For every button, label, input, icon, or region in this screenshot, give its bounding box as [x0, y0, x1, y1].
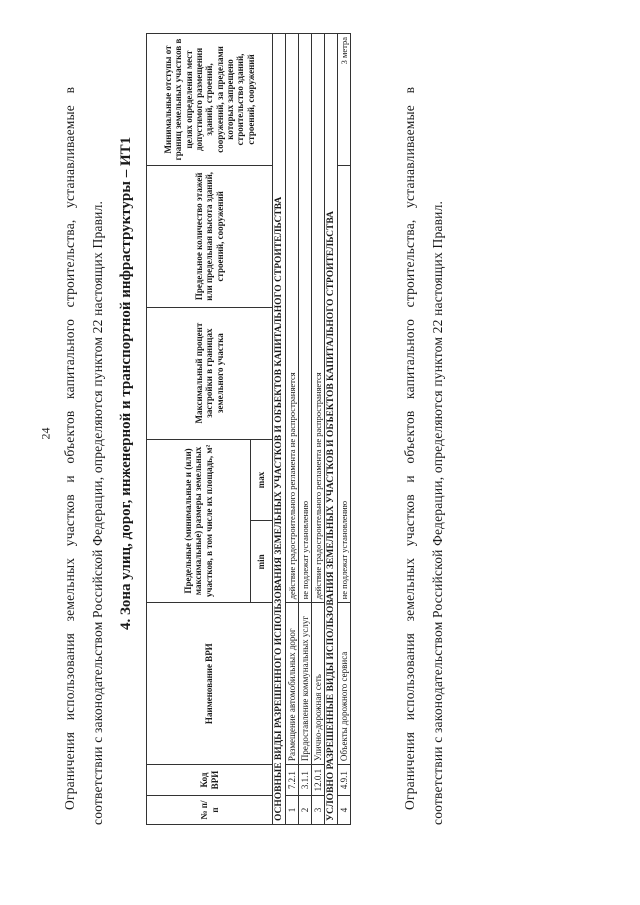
- header-kod: Код ВРИ: [147, 765, 273, 796]
- header-otstup: Минимальные отступы от границ земельных участков в целях определения мест допустимого размещения зданий, строений, сооружений, за пределами которых запрещено строительство зданий, строений, сооружений: [147, 34, 273, 166]
- header-no: № п/п: [147, 796, 273, 825]
- row-no: 1: [286, 796, 299, 825]
- row-kod: 12.0.1: [312, 765, 325, 796]
- section-conditional-row: [325, 34, 338, 825]
- row-note: действие градостроительного регламента не распространяется: [312, 34, 325, 603]
- section-main-label: ОСНОВНЫЕ ВИДЫ РАЗРЕШЕННОГО ИСПОЛЬЗОВАНИЯ ЗЕМЕЛЬНЫХ УЧАСТКОВ И ОБЪЕКТОВ КАПИТАЛЬНОГО СТРОИТЕЛЬСТВА: [273, 34, 286, 825]
- row-no: 3: [312, 796, 325, 825]
- row-kod: 4.9.1: [338, 765, 351, 796]
- top-paragraph-line-2: соответствии с законодательством Российской Федерации, определяются пунктом 22 настоящих Правил.: [90, 200, 105, 825]
- row-no: 4: [338, 796, 351, 825]
- row-kod: 3.1.1: [299, 765, 312, 796]
- table-row: [299, 34, 312, 825]
- row-name: Размещение автомобильных дорог: [286, 603, 299, 765]
- header-percent: Максимальный процент застройки в границах земельного участка: [147, 307, 273, 439]
- bottom-paragraph-line-2: соответствии с законодательством Российской Федерации, определяются пунктом 22 настоящих Правил.: [430, 200, 445, 825]
- header-max: max: [251, 439, 273, 521]
- top-paragraph-line-1: Ограничения использования земельных участков и объектов капитального строительства, устанавливаемые в: [62, 86, 77, 810]
- section-main-row: [273, 34, 286, 825]
- table-row: [312, 34, 325, 825]
- section-title: 4. Зона улиц, дорог, инженерной и транспортной инфраструктуры – ИТ1: [118, 136, 134, 630]
- header-min: min: [251, 521, 273, 603]
- bottom-paragraph-line-1: Ограничения использования земельных участков и объектов капитального строительства, устанавливаемые в: [402, 86, 417, 810]
- header-name: Наименование ВРИ: [147, 603, 273, 765]
- row-name: Объекты дорожного сервиса: [338, 603, 351, 765]
- table-row: [338, 34, 351, 825]
- table-row: [286, 34, 299, 825]
- row-otstup: 3 метра: [338, 34, 351, 166]
- section-conditional-label: УСЛОВНО РАЗРЕШЕННЫЕ ВИДЫ ИСПОЛЬЗОВАНИЯ ЗЕМЕЛЬНЫХ УЧАСТКОВ И ОБЪЕКТОВ КАПИТАЛЬНОГО СТРОИТЕЛЬСТВА: [325, 34, 338, 825]
- row-name: Предоставление коммунальных услуг: [299, 603, 312, 765]
- row-note: не подлежат установлению: [338, 165, 351, 602]
- row-kod: 7.2.1: [286, 765, 299, 796]
- row-name: Улично-дорожная сеть: [312, 603, 325, 765]
- header-size: Предельные (минимальные и (или) максимальные) размеры земельных участков, в том числе их площадь, м²: [147, 439, 251, 603]
- table-header-row: [147, 34, 251, 825]
- row-note: не подлежат установлению: [299, 34, 312, 603]
- zone-regulation-table: [146, 33, 351, 825]
- header-floors: Предельное количество этажей или предельная высота зданий, строений, сооружений: [147, 165, 273, 307]
- row-note: действие градостроительного регламента не распространяется: [286, 34, 299, 603]
- page-number: 24: [38, 427, 53, 440]
- row-no: 2: [299, 796, 312, 825]
